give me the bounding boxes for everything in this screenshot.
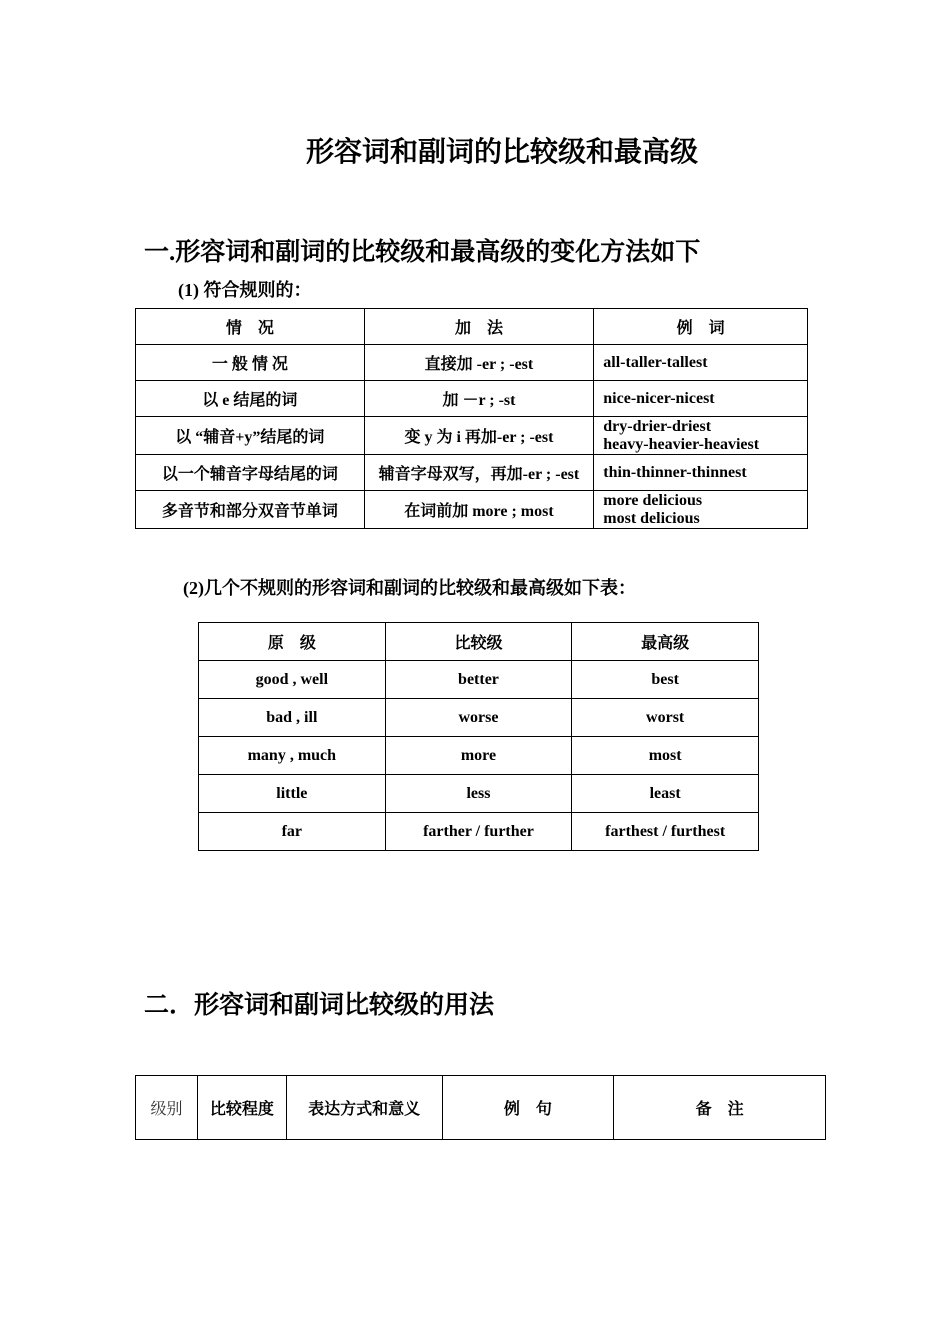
- positive-cell: little: [199, 775, 386, 813]
- comparative-cell: more: [385, 737, 572, 775]
- example-line: thin-thinner-thinnest: [603, 463, 747, 481]
- header-example-sentence: 例 句: [442, 1076, 614, 1140]
- table-row: [199, 699, 759, 737]
- usage-table: [135, 1075, 826, 1140]
- positive-cell: good , well: [199, 661, 386, 699]
- table-row: [136, 417, 808, 455]
- example-line: heavy-heavier-heaviest: [603, 435, 760, 453]
- example-cell: [594, 417, 808, 455]
- method-cell: 加 －r ; -st: [364, 381, 594, 417]
- comparative-cell: better: [385, 661, 572, 699]
- superlative-cell: farthest / furthest: [572, 813, 759, 851]
- table-row: [199, 737, 759, 775]
- table-header-row: [199, 623, 759, 661]
- superlative-cell: least: [572, 775, 759, 813]
- regular-rules-label: (1) 符合规则的：: [178, 280, 312, 300]
- method-cell: 直接加 -er ; -est: [364, 345, 594, 381]
- header-superlative: 最高级: [572, 623, 759, 661]
- superlative-cell: most: [572, 737, 759, 775]
- method-cell: 变 y 为 i 再加-er ; -est: [364, 417, 594, 455]
- superlative-cell: best: [572, 661, 759, 699]
- table-row: [199, 661, 759, 699]
- method-cell: 在词前加 more ; most: [364, 491, 594, 529]
- header-expression: 表达方式和意义: [286, 1076, 442, 1140]
- superlative-cell: worst: [572, 699, 759, 737]
- table-row: [199, 813, 759, 851]
- example-cell: [594, 381, 808, 417]
- section-1-heading: 一.形容词和副词的比较级和最高级的变化方法如下: [144, 239, 701, 266]
- document-title: 形容词和副词的比较级和最高级: [305, 137, 698, 168]
- comparative-cell: farther / further: [385, 813, 572, 851]
- example-cell: [594, 455, 808, 491]
- regular-rules-table: [135, 308, 808, 529]
- table-row: [136, 491, 808, 529]
- comparative-cell: worse: [385, 699, 572, 737]
- example-line: dry-drier-driest: [603, 417, 712, 435]
- header-method: 加 法: [364, 309, 594, 345]
- case-cell: 一 般 情 况: [136, 345, 365, 381]
- header-degree: 比较程度: [197, 1076, 286, 1140]
- example-cell: [594, 491, 808, 529]
- header-level: 级别: [136, 1076, 198, 1140]
- example-line: nice-nicer-nicest: [603, 389, 715, 407]
- case-cell: 以 “辅音+y”结尾的词: [136, 417, 365, 455]
- table-row: [199, 775, 759, 813]
- example-line: more delicious: [603, 491, 703, 509]
- table-header-row: [136, 309, 808, 345]
- case-cell: 以 e 结尾的词: [136, 381, 365, 417]
- table-row: [136, 345, 808, 381]
- case-cell: 多音节和部分双音节单词: [136, 491, 365, 529]
- irregular-forms-label: (2)几个不规则的形容词和副词的比较级和最高级如下表：: [183, 578, 636, 598]
- section-2-heading: 二．形容词和副词比较级的用法: [144, 992, 495, 1019]
- irregular-forms-table: [198, 622, 759, 851]
- method-cell: 辅音字母双写，再加-er ; -est: [364, 455, 594, 491]
- example-line: all-taller-tallest: [603, 353, 708, 371]
- positive-cell: far: [199, 813, 386, 851]
- comparative-cell: less: [385, 775, 572, 813]
- table-header-row: [136, 1076, 826, 1140]
- header-notes: 备 注: [614, 1076, 826, 1140]
- header-positive: 原 级: [199, 623, 386, 661]
- example-line: most delicious: [603, 509, 700, 527]
- table-row: [136, 381, 808, 417]
- case-cell: 以一个辅音字母结尾的词: [136, 455, 365, 491]
- example-cell: [594, 345, 808, 381]
- positive-cell: bad , ill: [199, 699, 386, 737]
- header-comparative: 比较级: [385, 623, 572, 661]
- positive-cell: many , much: [199, 737, 386, 775]
- header-examples: 例 词: [594, 309, 808, 345]
- table-row: [136, 455, 808, 491]
- header-case: 情 况: [136, 309, 365, 345]
